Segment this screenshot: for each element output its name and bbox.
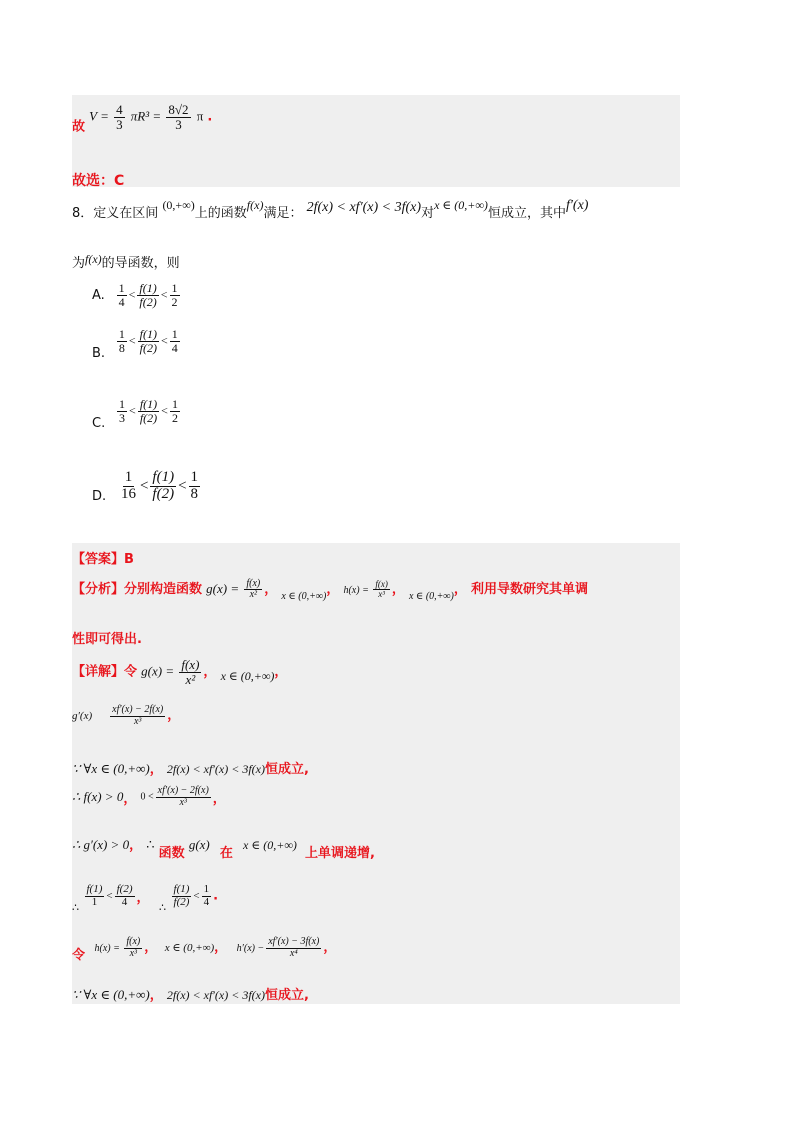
therefore-gprime-positive: ∴ g′(x) > 0 [72, 837, 130, 852]
option-mid-den: f(2) [139, 340, 157, 355]
comma: ， [203, 664, 217, 680]
question-fx2: f(x) [85, 252, 102, 266]
hprime-frac [266, 937, 321, 959]
comma: ， [167, 708, 181, 723]
option-right-den: 8 [190, 485, 199, 502]
question-line-1 [72, 198, 589, 222]
option-frac-left [117, 398, 127, 424]
f2-num: f(2) [116, 883, 133, 895]
option-mid-den: f(2) [152, 485, 175, 502]
option-b[interactable] [92, 328, 182, 361]
h-frac [373, 580, 390, 600]
option-label: D. [92, 489, 107, 505]
vol-dot: . [207, 109, 213, 125]
vol-eq: V = [89, 108, 113, 124]
question-text2: 上的函数 [194, 206, 247, 221]
option-lt: < [129, 403, 136, 418]
option-frac-left [119, 470, 138, 503]
h-den: x³ [378, 589, 385, 599]
vol-frac1-den: 3 [116, 116, 123, 132]
vol-frac2-num: 8√2 [168, 102, 189, 117]
h-num: f(x) [126, 936, 141, 947]
g-def: g(x) = [141, 663, 178, 679]
option-frac-right [170, 398, 180, 424]
option-frac-left [117, 328, 127, 354]
comma: ， [149, 762, 163, 777]
gprime-den: x³ [179, 796, 187, 808]
g-num: f(x) [246, 577, 261, 589]
ratio-f2 [115, 884, 135, 908]
f1-num: f(1) [173, 883, 190, 895]
ling-text: 令 [72, 948, 86, 963]
g-den: x² [249, 589, 258, 600]
h-frac [124, 937, 142, 959]
vol-prefix: 故 [72, 119, 86, 135]
detail-line-6 [72, 884, 218, 914]
holds-text: 恒成立, [264, 988, 309, 1003]
comma: ， [391, 582, 405, 597]
detail-line-3 [72, 758, 309, 777]
question-number: 8． [72, 206, 94, 221]
question-text1: 定义在区间 [93, 206, 159, 221]
domain: x ∈ (0,+∞) [243, 838, 297, 852]
question-line-2 [72, 252, 180, 271]
vol-mid: πR³ = [130, 108, 165, 124]
g-frac [244, 579, 262, 601]
lt: < [106, 890, 113, 903]
detail-line-2 [72, 704, 180, 727]
zero-lt: 0 < [140, 791, 154, 803]
option-right-den: 2 [171, 410, 178, 425]
gprime-den: x³ [133, 715, 142, 727]
option-left-den: 3 [119, 410, 126, 425]
gprime-num: xf′(x) − 2f(x) [112, 704, 164, 715]
question-text4: 对 [421, 206, 435, 221]
f2-den: f(2) [173, 895, 190, 908]
ratio-f1-f2 [172, 884, 192, 908]
increasing-text: 上单调递增, [305, 846, 375, 861]
question-inequality: 2f(x) < xf′(x) < 3f(x) [306, 200, 422, 215]
option-mid-num: f(1) [139, 281, 157, 295]
domain: x ∈ (0,+∞) [281, 591, 327, 602]
choose-line: 故选：C [72, 173, 125, 189]
vol-frac1 [114, 103, 125, 131]
option-d[interactable] [92, 470, 202, 504]
question-line2-suffix: 的导函数，则 [101, 256, 180, 271]
analysis-line-2: 性即可得出. [72, 632, 142, 647]
option-mid-num: f(1) [152, 469, 175, 485]
analysis-text2: 利用导数研究其单调 [471, 582, 589, 597]
option-frac-mid [138, 328, 159, 354]
analysis-line-1 [72, 578, 588, 601]
question-text3: 满足： [263, 206, 303, 221]
gprime-frac [110, 705, 165, 727]
option-right-den: 2 [171, 294, 178, 309]
therefore-symbol: ∴ [159, 902, 167, 915]
analysis-text1: 分别构造函数 [124, 582, 203, 597]
h-num: f(x) [375, 578, 388, 589]
option-lt: < [139, 477, 149, 494]
inequality: 2f(x) < xf′(x) < 3f(x) [166, 988, 265, 1002]
inequality: 2f(x) < xf′(x) < 3f(x) [166, 762, 265, 776]
option-lt: < [161, 403, 168, 418]
option-lt: < [161, 333, 168, 348]
domain: x ∈ (0,+∞) [220, 668, 275, 683]
f1-num: f(1) [86, 883, 103, 895]
option-left-den: 4 [118, 294, 125, 309]
vol-frac2 [166, 103, 190, 131]
holds-text: 恒成立, [264, 762, 309, 777]
comma: ， [123, 791, 137, 807]
analysis-tag: 【分析】 [72, 582, 125, 597]
vol-end: π [196, 108, 204, 124]
option-frac-left [117, 282, 127, 308]
g-def: g(x) = [206, 581, 243, 596]
therefore-f-positive: ∴ f(x) > 0 [72, 789, 124, 804]
comma: ， [453, 582, 467, 597]
question-line2-prefix: 为 [72, 256, 86, 271]
option-frac-right [189, 470, 201, 503]
h-def: h(x) = [343, 585, 372, 596]
option-frac-mid [138, 398, 159, 424]
question-text5: 恒成立，其中 [487, 206, 566, 221]
option-lt: < [178, 477, 187, 494]
one-num: 1 [203, 883, 210, 895]
g-frac [179, 658, 201, 686]
comma: ， [274, 664, 288, 680]
gprime-num: xf′(x) − 2f(x) [157, 785, 209, 796]
comma: ， [326, 582, 340, 597]
option-a[interactable] [92, 282, 182, 308]
four-den: 4 [203, 895, 210, 908]
quarter [202, 884, 212, 908]
option-left-den: 8 [118, 340, 125, 355]
option-lt: < [128, 287, 136, 302]
question-fprime: f′(x) [565, 198, 589, 213]
option-label: C. [92, 415, 106, 431]
question-fx: f(x) [246, 198, 264, 212]
because-clause: ∵ ∀x ∈ (0,+∞) [72, 761, 150, 776]
g-num: f(x) [181, 657, 200, 672]
lt: < [193, 890, 200, 903]
detail-line-4 [72, 786, 226, 808]
comma: ， [149, 988, 163, 1003]
option-right-num: 1 [171, 327, 178, 341]
ratio-f1 [85, 884, 105, 908]
therefore-symbol: ∴ [146, 837, 155, 852]
domain: x ∈ (0,+∞) [408, 591, 454, 602]
option-label: B. [92, 345, 106, 361]
option-mid-den: f(2) [139, 294, 157, 309]
option-mid-num: f(1) [139, 397, 158, 411]
vol-frac1-num: 4 [116, 102, 123, 117]
volume-line [72, 103, 212, 135]
option-right-num: 1 [171, 397, 178, 411]
option-right-num: 1 [190, 469, 199, 485]
g-symbol: g(x) [188, 837, 210, 852]
four-den: 4 [121, 895, 128, 908]
comma: ， [264, 582, 278, 597]
question-domain: x ∈ (0,+∞) [434, 198, 488, 212]
option-left-num: 1 [118, 327, 125, 341]
hprime-num: xf′(x) − 3f(x) [268, 936, 320, 947]
option-label: A. [92, 287, 105, 303]
function-text: 函数 [158, 846, 185, 861]
comma: ， [129, 838, 143, 853]
option-left-den: 16 [120, 485, 136, 502]
because-clause: ∵ ∀x ∈ (0,+∞) [72, 987, 150, 1002]
comma: ， [214, 940, 228, 955]
detail-line-1 [72, 658, 287, 686]
detail-line-8 [72, 984, 309, 1003]
comma: ， [212, 791, 226, 807]
therefore-symbol: ∴ [72, 902, 79, 915]
g-den: x² [185, 671, 196, 687]
option-frac-right [170, 282, 180, 308]
at-text: 在 [219, 846, 233, 861]
gprime-lhs: g′(x) [72, 710, 93, 722]
answer-label: 【答案】B [72, 552, 134, 567]
gprime-frac [156, 786, 211, 808]
option-frac-mid [150, 470, 176, 503]
option-frac-right [170, 328, 180, 354]
comma: ， [136, 890, 150, 906]
detail-line-7 [72, 936, 336, 963]
comma: ， [323, 940, 337, 955]
option-mid-den: f(2) [139, 410, 158, 425]
hprime-den: x⁴ [289, 947, 298, 959]
option-left-num: 1 [124, 469, 133, 485]
domain: x ∈ (0,+∞) [164, 942, 215, 954]
h-def: h(x) = [94, 943, 123, 954]
h-den: x³ [129, 947, 138, 959]
dot: . [213, 888, 219, 904]
question-interval: (0,+∞) [162, 198, 195, 212]
option-c[interactable] [92, 398, 182, 431]
comma: ， [144, 940, 158, 955]
option-lt: < [160, 287, 168, 302]
option-right-num: 1 [171, 281, 178, 295]
one-den: 1 [91, 895, 98, 908]
option-left-num: 1 [119, 397, 126, 411]
hprime-lhs: h′(x) − [236, 943, 265, 954]
option-left-num: 1 [118, 281, 125, 295]
option-right-den: 4 [171, 340, 178, 355]
vol-frac2-den: 3 [175, 116, 182, 132]
option-frac-mid [137, 282, 158, 308]
option-mid-num: f(1) [139, 327, 157, 341]
detail-line-5 [72, 834, 375, 861]
option-lt: < [128, 333, 136, 348]
detail-tag: 【详解】令 [72, 664, 138, 680]
